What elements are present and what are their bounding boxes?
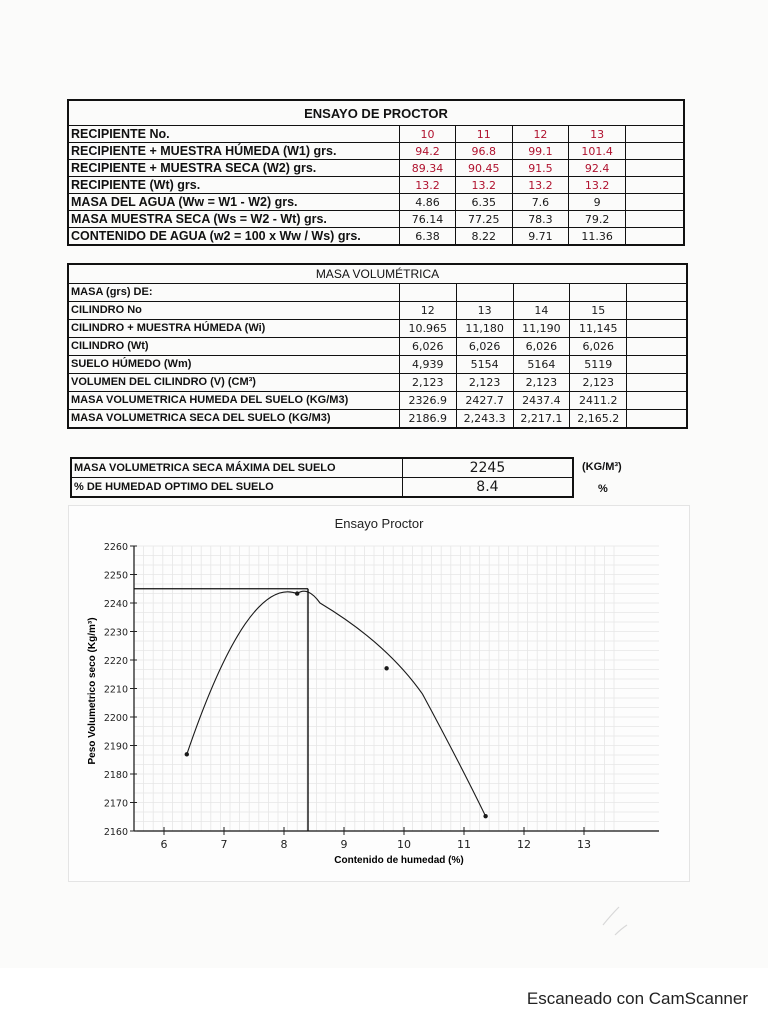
- unit-percent: %: [598, 483, 608, 495]
- cell-value: 11,145: [570, 320, 627, 338]
- cell-value: [570, 284, 627, 302]
- cell-value: 5164: [513, 356, 570, 374]
- cell-value: 6,026: [513, 338, 570, 356]
- cell-value: 8.22: [455, 228, 512, 246]
- unit-density: (KG/M³): [582, 461, 622, 473]
- empty-cell: [626, 194, 684, 211]
- cell-value: 2186.9: [399, 410, 456, 429]
- empty-cell: [626, 177, 684, 194]
- volumetrica-row: [68, 284, 687, 302]
- cell-value: 11,190: [513, 320, 570, 338]
- empty-cell: [626, 143, 684, 160]
- cell-value: 11.36: [569, 228, 626, 246]
- row-label: CILINDRO (Wt): [68, 338, 399, 356]
- cell-value: 90.45: [455, 160, 512, 177]
- volumetrica-row: [68, 302, 687, 320]
- x-tick-label: 13: [577, 838, 591, 851]
- x-tick-label: 6: [160, 838, 168, 851]
- row-label: MASA VOLUMETRICA HUMEDA DEL SUELO (KG/M3): [68, 392, 399, 410]
- x-tick-label: 11: [457, 838, 471, 851]
- cell-value: 2,165.2: [570, 410, 627, 429]
- cell-value: 2,123: [399, 374, 456, 392]
- proctor-curve: [187, 591, 486, 816]
- proctor-chart: [68, 505, 690, 882]
- x-tick-label: 8: [280, 838, 288, 851]
- cell-value: 2,243.3: [456, 410, 513, 429]
- y-axis-label: Peso Volumetrico seco (Kg/m³): [87, 617, 98, 765]
- cell-value: 6,026: [399, 338, 456, 356]
- cell-value: 2,123: [456, 374, 513, 392]
- row-label: RECIPIENTE No.: [68, 126, 400, 143]
- cell-value: 99.1: [512, 143, 569, 160]
- faint-pencil-mark: [585, 895, 645, 955]
- cell-value: 96.8: [455, 143, 512, 160]
- cell-value: 10.965: [399, 320, 456, 338]
- empty-cell: [627, 392, 687, 410]
- cell-value: 11,180: [456, 320, 513, 338]
- cell-value: 10: [400, 126, 456, 143]
- y-tick-label: 2160: [103, 827, 128, 838]
- volumetrica-title: MASA VOLUMÉTRICA: [68, 264, 687, 284]
- empty-cell: [627, 410, 687, 429]
- row-label: MASA DEL AGUA (Ww = W1 - W2) grs.: [68, 194, 400, 211]
- cell-value: 6,026: [570, 338, 627, 356]
- proctor-title: ENSAYO DE PROCTOR: [68, 100, 684, 126]
- cell-value: 13: [456, 302, 513, 320]
- chart-svg: [69, 506, 689, 881]
- volumetrica-row: [68, 374, 687, 392]
- data-point: [483, 814, 487, 818]
- cell-value: 13.2: [512, 177, 569, 194]
- empty-cell: [627, 302, 687, 320]
- cell-value: 77.25: [455, 211, 512, 228]
- row-label: RECIPIENTE + MUESTRA SECA (W2) grs.: [68, 160, 400, 177]
- cell-value: 13.2: [455, 177, 512, 194]
- proctor-table: [67, 99, 685, 246]
- cell-value: 91.5: [512, 160, 569, 177]
- y-tick-label: 2240: [103, 599, 128, 610]
- data-point: [295, 591, 299, 595]
- empty-cell: [627, 320, 687, 338]
- cell-value: 4,939: [399, 356, 456, 374]
- row-label: MASA VOLUMETRICA SECA DEL SUELO (KG/M3): [68, 410, 399, 429]
- cell-value: 6.38: [400, 228, 456, 246]
- cell-value: 11: [455, 126, 512, 143]
- proctor-row: [68, 194, 684, 211]
- proctor-row: [68, 160, 684, 177]
- empty-cell: [626, 228, 684, 246]
- cell-value: 12: [399, 302, 456, 320]
- x-tick-label: 10: [397, 838, 411, 851]
- cell-value: 2,123: [570, 374, 627, 392]
- resumen-row: [71, 458, 573, 478]
- cell-value: 15: [570, 302, 627, 320]
- x-tick-label: 12: [517, 838, 531, 851]
- resumen-value: 2245: [402, 458, 573, 478]
- volumetrica-row: [68, 320, 687, 338]
- cell-value: 101.4: [569, 143, 626, 160]
- volumetrica-row: [68, 392, 687, 410]
- row-label: CILINDRO No: [68, 302, 399, 320]
- cell-value: 9: [569, 194, 626, 211]
- cell-value: 2427.7: [456, 392, 513, 410]
- cell-value: 6,026: [456, 338, 513, 356]
- y-tick-label: 2250: [103, 570, 128, 582]
- y-tick-label: 2180: [103, 770, 128, 781]
- footer: [0, 968, 768, 1024]
- row-label: MASA (grs) DE:: [68, 284, 399, 302]
- empty-cell: [626, 126, 684, 143]
- volumetrica-row: [68, 338, 687, 356]
- cell-value: 13.2: [400, 177, 456, 194]
- x-tick-label: 7: [220, 838, 228, 851]
- empty-cell: [627, 338, 687, 356]
- cell-value: 13.2: [569, 177, 626, 194]
- chart-title: Ensayo Proctor: [334, 516, 424, 531]
- cell-value: 92.4: [569, 160, 626, 177]
- y-tick-label: 2220: [103, 656, 128, 667]
- data-point: [185, 752, 189, 756]
- row-label: RECIPIENTE (Wt) grs.: [68, 177, 400, 194]
- cell-value: 78.3: [512, 211, 569, 228]
- cell-value: 2,217.1: [513, 410, 570, 429]
- empty-cell: [627, 284, 687, 302]
- cell-value: 12: [512, 126, 569, 143]
- row-label: CONTENIDO DE AGUA (w2 = 100 x Ww / Ws) grs.: [68, 228, 400, 246]
- resumen-value: 8.4: [402, 478, 573, 498]
- cell-value: 7.6: [512, 194, 569, 211]
- proctor-row: [68, 228, 684, 246]
- cell-value: 5119: [570, 356, 627, 374]
- row-label: MASA VOLUMETRICA SECA MÁXIMA DEL SUELO: [71, 458, 402, 478]
- proctor-row: [68, 177, 684, 194]
- cell-value: 13: [569, 126, 626, 143]
- x-tick-label: 9: [340, 838, 348, 851]
- proctor-row: [68, 126, 684, 143]
- x-axis-label: Contenido de humedad (%): [334, 855, 464, 866]
- row-label: SUELO HÚMEDO (Wm): [68, 356, 399, 374]
- proctor-row: [68, 143, 684, 160]
- masa-volumetrica-table: [67, 263, 688, 429]
- cell-value: 4.86: [400, 194, 456, 211]
- cell-value: 2326.9: [399, 392, 456, 410]
- y-tick-label: 2230: [103, 627, 128, 639]
- y-tick-label: 2260: [103, 542, 128, 553]
- empty-cell: [626, 160, 684, 177]
- y-tick-label: 2170: [103, 798, 128, 810]
- scanner-watermark: Escaneado con CamScanner: [526, 989, 748, 1008]
- row-label: CILINDRO + MUESTRA HÚMEDA (Wi): [68, 320, 399, 338]
- cell-value: 89.34: [400, 160, 456, 177]
- data-point: [384, 666, 388, 670]
- volumetrica-row: [68, 356, 687, 374]
- proctor-row: [68, 211, 684, 228]
- cell-value: 2411.2: [570, 392, 627, 410]
- cell-value: 5154: [456, 356, 513, 374]
- row-label: RECIPIENTE + MUESTRA HÚMEDA (W1) grs.: [68, 143, 400, 160]
- y-tick-label: 2210: [103, 684, 128, 696]
- cell-value: 2,123: [513, 374, 570, 392]
- cell-value: 2437.4: [513, 392, 570, 410]
- volumetrica-row: [68, 410, 687, 429]
- resumen-table: [70, 457, 574, 498]
- cell-value: 76.14: [400, 211, 456, 228]
- y-tick-label: 2190: [103, 741, 128, 753]
- row-label: MASA MUESTRA SECA (Ws = W2 - Wt) grs.: [68, 211, 400, 228]
- empty-cell: [626, 211, 684, 228]
- resumen-row: [71, 478, 573, 498]
- row-label: VOLUMEN DEL CILINDRO (V) (CM³): [68, 374, 399, 392]
- cell-value: [399, 284, 456, 302]
- empty-cell: [627, 374, 687, 392]
- empty-cell: [627, 356, 687, 374]
- cell-value: [456, 284, 513, 302]
- cell-value: [513, 284, 570, 302]
- cell-value: 9.71: [512, 228, 569, 246]
- cell-value: 14: [513, 302, 570, 320]
- cell-value: 94.2: [400, 143, 456, 160]
- cell-value: 6.35: [455, 194, 512, 211]
- y-tick-label: 2200: [103, 713, 128, 724]
- row-label: % DE HUMEDAD OPTIMO DEL SUELO: [71, 478, 402, 498]
- cell-value: 79.2: [569, 211, 626, 228]
